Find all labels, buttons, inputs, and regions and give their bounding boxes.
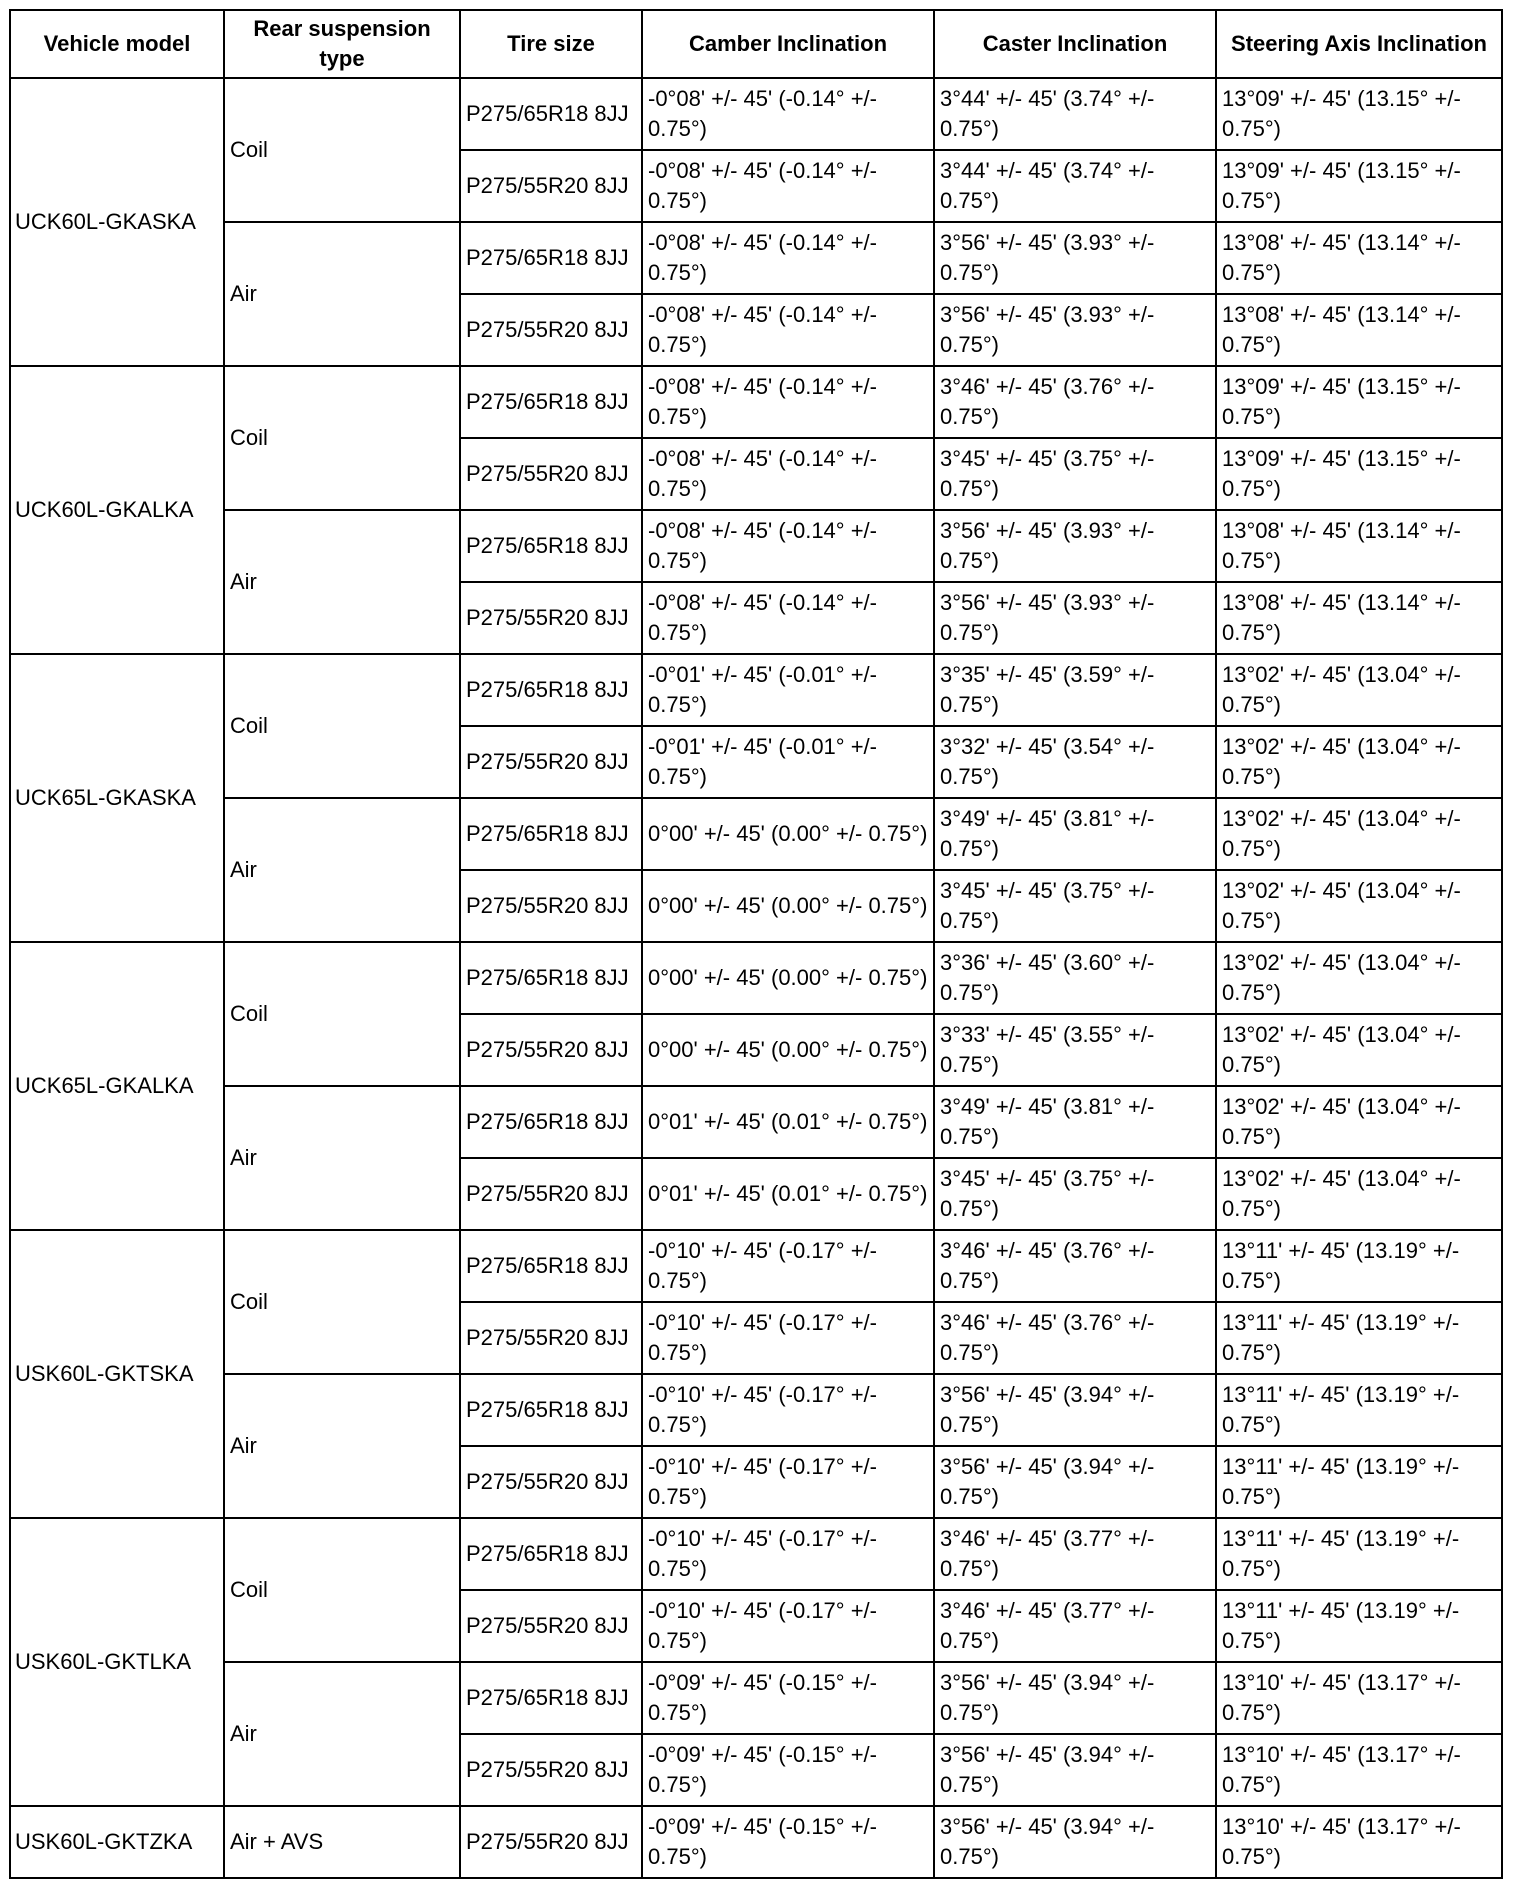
steering-axis-cell: 13°11' +/- 45' (13.19° +/- 0.75°)	[1216, 1590, 1502, 1662]
camber-cell: 0°00' +/- 45' (0.00° +/- 0.75°)	[642, 1014, 934, 1086]
suspension-type-cell: Air	[224, 222, 460, 366]
vehicle-model-cell: USK60L-GKTSKA	[10, 1230, 224, 1518]
camber-cell: -0°09' +/- 45' (-0.15° +/- 0.75°)	[642, 1662, 934, 1734]
steering-axis-cell: 13°10' +/- 45' (13.17° +/- 0.75°)	[1216, 1662, 1502, 1734]
camber-cell: -0°08' +/- 45' (-0.14° +/- 0.75°)	[642, 222, 934, 294]
camber-cell: -0°08' +/- 45' (-0.14° +/- 0.75°)	[642, 78, 934, 150]
suspension-type-cell: Air	[224, 1086, 460, 1230]
suspension-type-cell: Air	[224, 798, 460, 942]
caster-cell: 3°45' +/- 45' (3.75° +/- 0.75°)	[934, 870, 1216, 942]
tire-size-cell: P275/55R20 8JJ	[460, 870, 642, 942]
camber-cell: -0°10' +/- 45' (-0.17° +/- 0.75°)	[642, 1302, 934, 1374]
steering-axis-cell: 13°11' +/- 45' (13.19° +/- 0.75°)	[1216, 1446, 1502, 1518]
table-row	[10, 942, 1502, 1014]
table-row	[10, 1518, 1502, 1590]
tire-size-cell: P275/65R18 8JJ	[460, 654, 642, 726]
tire-size-cell: P275/55R20 8JJ	[460, 1302, 642, 1374]
tire-size-cell: P275/55R20 8JJ	[460, 582, 642, 654]
camber-cell: 0°00' +/- 45' (0.00° +/- 0.75°)	[642, 798, 934, 870]
caster-cell: 3°35' +/- 45' (3.59° +/- 0.75°)	[934, 654, 1216, 726]
tire-size-cell: P275/55R20 8JJ	[460, 1590, 642, 1662]
tire-size-cell: P275/65R18 8JJ	[460, 1230, 642, 1302]
caster-cell: 3°46' +/- 45' (3.77° +/- 0.75°)	[934, 1590, 1216, 1662]
header-tire-size: Tire size	[460, 10, 642, 78]
header-rear-suspension-type: Rear suspension type	[224, 10, 460, 78]
tire-size-cell: P275/55R20 8JJ	[460, 1158, 642, 1230]
camber-cell: -0°10' +/- 45' (-0.17° +/- 0.75°)	[642, 1446, 934, 1518]
tire-size-cell: P275/65R18 8JJ	[460, 798, 642, 870]
camber-cell: -0°10' +/- 45' (-0.17° +/- 0.75°)	[642, 1230, 934, 1302]
camber-cell: -0°08' +/- 45' (-0.14° +/- 0.75°)	[642, 294, 934, 366]
camber-cell: -0°08' +/- 45' (-0.14° +/- 0.75°)	[642, 582, 934, 654]
suspension-type-cell: Coil	[224, 1230, 460, 1374]
caster-cell: 3°33' +/- 45' (3.55° +/- 0.75°)	[934, 1014, 1216, 1086]
steering-axis-cell: 13°08' +/- 45' (13.14° +/- 0.75°)	[1216, 222, 1502, 294]
camber-cell: -0°08' +/- 45' (-0.14° +/- 0.75°)	[642, 438, 934, 510]
tire-size-cell: P275/55R20 8JJ	[460, 726, 642, 798]
caster-cell: 3°56' +/- 45' (3.94° +/- 0.75°)	[934, 1806, 1216, 1878]
caster-cell: 3°46' +/- 45' (3.76° +/- 0.75°)	[934, 1230, 1216, 1302]
tire-size-cell: P275/55R20 8JJ	[460, 1446, 642, 1518]
steering-axis-cell: 13°11' +/- 45' (13.19° +/- 0.75°)	[1216, 1302, 1502, 1374]
suspension-type-cell: Coil	[224, 654, 460, 798]
header-steering-axis-inclination: Steering Axis Inclination	[1216, 10, 1502, 78]
tire-size-cell: P275/65R18 8JJ	[460, 510, 642, 582]
camber-cell: -0°10' +/- 45' (-0.17° +/- 0.75°)	[642, 1518, 934, 1590]
header-vehicle-model: Vehicle model	[10, 10, 224, 78]
steering-axis-cell: 13°02' +/- 45' (13.04° +/- 0.75°)	[1216, 942, 1502, 1014]
table-row	[10, 222, 1502, 294]
vehicle-model-cell: USK60L-GKTZKA	[10, 1806, 224, 1878]
caster-cell: 3°56' +/- 45' (3.93° +/- 0.75°)	[934, 582, 1216, 654]
tire-size-cell: P275/55R20 8JJ	[460, 1734, 642, 1806]
steering-axis-cell: 13°08' +/- 45' (13.14° +/- 0.75°)	[1216, 294, 1502, 366]
camber-cell: -0°08' +/- 45' (-0.14° +/- 0.75°)	[642, 510, 934, 582]
suspension-type-cell: Air + AVS	[224, 1806, 460, 1878]
steering-axis-cell: 13°02' +/- 45' (13.04° +/- 0.75°)	[1216, 1014, 1502, 1086]
vehicle-model-cell: UCK60L-GKALKA	[10, 366, 224, 654]
table-body	[10, 78, 1502, 1878]
table-row	[10, 654, 1502, 726]
table-header	[10, 10, 1502, 78]
vehicle-model-cell: UCK65L-GKASKA	[10, 654, 224, 942]
caster-cell: 3°56' +/- 45' (3.93° +/- 0.75°)	[934, 510, 1216, 582]
caster-cell: 3°46' +/- 45' (3.76° +/- 0.75°)	[934, 366, 1216, 438]
tire-size-cell: P275/55R20 8JJ	[460, 1806, 642, 1878]
header-caster-inclination: Caster Inclination	[934, 10, 1216, 78]
camber-cell: -0°09' +/- 45' (-0.15° +/- 0.75°)	[642, 1734, 934, 1806]
tire-size-cell: P275/55R20 8JJ	[460, 438, 642, 510]
header-camber-inclination: Camber Inclination	[642, 10, 934, 78]
table-row	[10, 798, 1502, 870]
steering-axis-cell: 13°02' +/- 45' (13.04° +/- 0.75°)	[1216, 798, 1502, 870]
tire-size-cell: P275/65R18 8JJ	[460, 1086, 642, 1158]
steering-axis-cell: 13°11' +/- 45' (13.19° +/- 0.75°)	[1216, 1230, 1502, 1302]
camber-cell: -0°08' +/- 45' (-0.14° +/- 0.75°)	[642, 150, 934, 222]
steering-axis-cell: 13°02' +/- 45' (13.04° +/- 0.75°)	[1216, 726, 1502, 798]
caster-cell: 3°32' +/- 45' (3.54° +/- 0.75°)	[934, 726, 1216, 798]
camber-cell: -0°10' +/- 45' (-0.17° +/- 0.75°)	[642, 1590, 934, 1662]
camber-cell: -0°08' +/- 45' (-0.14° +/- 0.75°)	[642, 366, 934, 438]
caster-cell: 3°45' +/- 45' (3.75° +/- 0.75°)	[934, 438, 1216, 510]
steering-axis-cell: 13°10' +/- 45' (13.17° +/- 0.75°)	[1216, 1806, 1502, 1878]
suspension-type-cell: Air	[224, 1662, 460, 1806]
tire-size-cell: P275/65R18 8JJ	[460, 222, 642, 294]
suspension-type-cell: Coil	[224, 942, 460, 1086]
steering-axis-cell: 13°02' +/- 45' (13.04° +/- 0.75°)	[1216, 1158, 1502, 1230]
steering-axis-cell: 13°11' +/- 45' (13.19° +/- 0.75°)	[1216, 1374, 1502, 1446]
caster-cell: 3°49' +/- 45' (3.81° +/- 0.75°)	[934, 798, 1216, 870]
caster-cell: 3°46' +/- 45' (3.77° +/- 0.75°)	[934, 1518, 1216, 1590]
caster-cell: 3°44' +/- 45' (3.74° +/- 0.75°)	[934, 78, 1216, 150]
table-row	[10, 1662, 1502, 1734]
header-row	[10, 10, 1502, 78]
suspension-type-cell: Coil	[224, 78, 460, 222]
steering-axis-cell: 13°02' +/- 45' (13.04° +/- 0.75°)	[1216, 870, 1502, 942]
tire-size-cell: P275/55R20 8JJ	[460, 1014, 642, 1086]
caster-cell: 3°56' +/- 45' (3.93° +/- 0.75°)	[934, 294, 1216, 366]
steering-axis-cell: 13°09' +/- 45' (13.15° +/- 0.75°)	[1216, 78, 1502, 150]
table-row	[10, 1230, 1502, 1302]
tire-size-cell: P275/65R18 8JJ	[460, 78, 642, 150]
camber-cell: 0°01' +/- 45' (0.01° +/- 0.75°)	[642, 1086, 934, 1158]
camber-cell: -0°10' +/- 45' (-0.17° +/- 0.75°)	[642, 1374, 934, 1446]
tire-size-cell: P275/55R20 8JJ	[460, 294, 642, 366]
tire-size-cell: P275/65R18 8JJ	[460, 942, 642, 1014]
steering-axis-cell: 13°10' +/- 45' (13.17° +/- 0.75°)	[1216, 1734, 1502, 1806]
caster-cell: 3°36' +/- 45' (3.60° +/- 0.75°)	[934, 942, 1216, 1014]
steering-axis-cell: 13°02' +/- 45' (13.04° +/- 0.75°)	[1216, 1086, 1502, 1158]
table-row	[10, 1806, 1502, 1878]
tire-size-cell: P275/55R20 8JJ	[460, 150, 642, 222]
steering-axis-cell: 13°09' +/- 45' (13.15° +/- 0.75°)	[1216, 438, 1502, 510]
camber-cell: -0°01' +/- 45' (-0.01° +/- 0.75°)	[642, 726, 934, 798]
steering-axis-cell: 13°02' +/- 45' (13.04° +/- 0.75°)	[1216, 654, 1502, 726]
caster-cell: 3°56' +/- 45' (3.93° +/- 0.75°)	[934, 222, 1216, 294]
suspension-type-cell: Coil	[224, 1518, 460, 1662]
tire-size-cell: P275/65R18 8JJ	[460, 1374, 642, 1446]
caster-cell: 3°44' +/- 45' (3.74° +/- 0.75°)	[934, 150, 1216, 222]
caster-cell: 3°56' +/- 45' (3.94° +/- 0.75°)	[934, 1734, 1216, 1806]
caster-cell: 3°45' +/- 45' (3.75° +/- 0.75°)	[934, 1158, 1216, 1230]
vehicle-model-cell: UCK65L-GKALKA	[10, 942, 224, 1230]
steering-axis-cell: 13°08' +/- 45' (13.14° +/- 0.75°)	[1216, 582, 1502, 654]
table-row	[10, 510, 1502, 582]
camber-cell: -0°01' +/- 45' (-0.01° +/- 0.75°)	[642, 654, 934, 726]
caster-cell: 3°46' +/- 45' (3.76° +/- 0.75°)	[934, 1302, 1216, 1374]
steering-axis-cell: 13°09' +/- 45' (13.15° +/- 0.75°)	[1216, 150, 1502, 222]
camber-cell: -0°09' +/- 45' (-0.15° +/- 0.75°)	[642, 1806, 934, 1878]
tire-size-cell: P275/65R18 8JJ	[460, 366, 642, 438]
alignment-spec-table-container	[9, 9, 1503, 1879]
camber-cell: 0°00' +/- 45' (0.00° +/- 0.75°)	[642, 942, 934, 1014]
tire-size-cell: P275/65R18 8JJ	[460, 1662, 642, 1734]
tire-size-cell: P275/65R18 8JJ	[460, 1518, 642, 1590]
steering-axis-cell: 13°08' +/- 45' (13.14° +/- 0.75°)	[1216, 510, 1502, 582]
steering-axis-cell: 13°09' +/- 45' (13.15° +/- 0.75°)	[1216, 366, 1502, 438]
table-row	[10, 366, 1502, 438]
table-row	[10, 1374, 1502, 1446]
table-row	[10, 78, 1502, 150]
caster-cell: 3°56' +/- 45' (3.94° +/- 0.75°)	[934, 1662, 1216, 1734]
suspension-type-cell: Air	[224, 1374, 460, 1518]
alignment-spec-table	[9, 9, 1503, 1879]
camber-cell: 0°01' +/- 45' (0.01° +/- 0.75°)	[642, 1158, 934, 1230]
steering-axis-cell: 13°11' +/- 45' (13.19° +/- 0.75°)	[1216, 1518, 1502, 1590]
vehicle-model-cell: UCK60L-GKASKA	[10, 78, 224, 366]
vehicle-model-cell: USK60L-GKTLKA	[10, 1518, 224, 1806]
camber-cell: 0°00' +/- 45' (0.00° +/- 0.75°)	[642, 870, 934, 942]
suspension-type-cell: Coil	[224, 366, 460, 510]
caster-cell: 3°56' +/- 45' (3.94° +/- 0.75°)	[934, 1374, 1216, 1446]
table-row	[10, 1086, 1502, 1158]
suspension-type-cell: Air	[224, 510, 460, 654]
caster-cell: 3°56' +/- 45' (3.94° +/- 0.75°)	[934, 1446, 1216, 1518]
caster-cell: 3°49' +/- 45' (3.81° +/- 0.75°)	[934, 1086, 1216, 1158]
